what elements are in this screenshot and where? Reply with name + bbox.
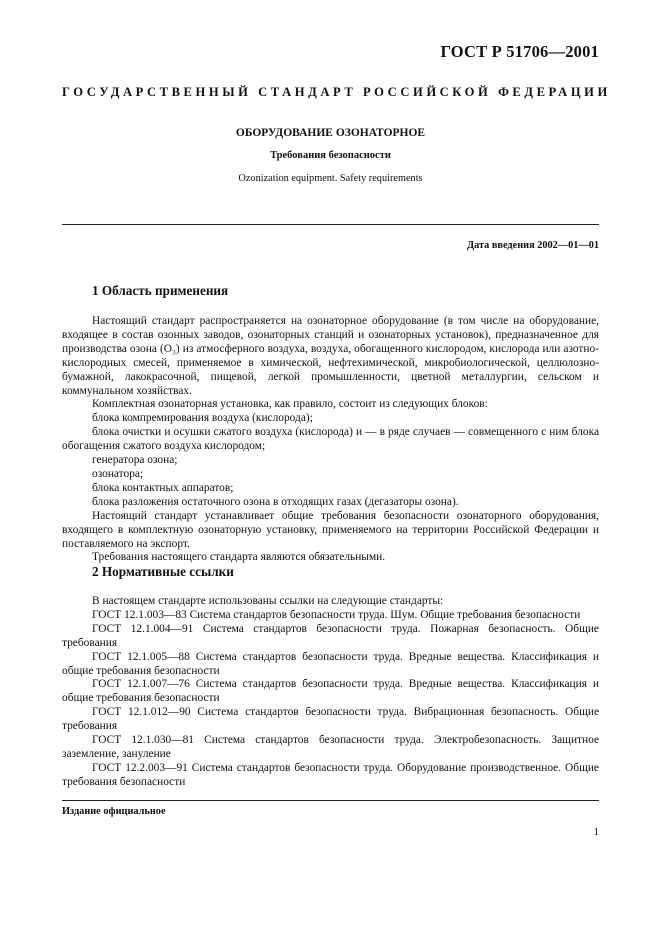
header-divider [62, 224, 599, 225]
section-2-heading: 2 Нормативные ссылки [92, 564, 234, 579]
paragraph: Комплектная озонаторная установка, как правило, состоит из следующих блоков: [92, 398, 488, 411]
introduction-date: Дата введения 2002—01—01 [467, 240, 599, 251]
list-item: блока разложения остаточного озона в отходящих газах (дегазаторы озона). [92, 495, 459, 508]
reference-item: ГОСТ 12.2.003—91 Система стандартов безопасности труда. Оборудование производственное. Общие требования безопасности [62, 761, 599, 788]
list-item: блока контактных аппаратов; [92, 481, 234, 494]
reference-item: ГОСТ 12.1.003—83 Система стандартов безопасности труда. Шум. Общие требования безопасности [92, 608, 581, 621]
page-number: 1 [593, 826, 599, 838]
standard-banner: ГОСУДАРСТВЕННЫЙ СТАНДАРТ РОССИЙСКОЙ ФЕДЕРАЦИИ [62, 85, 611, 99]
reference-item: ГОСТ 12.1.012—90 Система стандартов безопасности труда. Вибрационная безопасность. Общие требования [62, 706, 599, 733]
paragraph: В настоящем стандарте использованы ссылки на следующие стандарты: [92, 595, 444, 607]
document-code: ГОСТ Р 51706—2001 [440, 42, 599, 61]
list-item: генератора озона; [92, 454, 178, 467]
reference-item: ГОСТ 12.1.030—81 Система стандартов безопасности труда. Электробезопасность. Защитное заземление, зануление [62, 734, 599, 760]
list-item: блока компремирования воздуха (кислорода); [92, 412, 313, 425]
edition-label: Издание официальное [62, 806, 166, 817]
paragraph: Настоящий стандарт распространяется на озонаторное оборудование (в том числе на оборудование, входящее в состав озонных заводов, озонаторных станций и озонаторных установок), предназначенное для производства озона (O₃) из атмосферного воздуха, воздуха, обогащенного кислородом, кислорода или азотно-кислородных смесей, применяемое в химической, нефтехимической, микробиологической, целлюлозно-бумажной, лакокрасочной, пищевой, легкой промышленности, цветной металлургии, сельском и коммунальном хозяйствах. [62, 315, 599, 397]
list-item: озонатора; [92, 467, 144, 480]
document-title: ОБОРУДОВАНИЕ ОЗОНАТОРНОЕ [235, 127, 426, 139]
reference-item: ГОСТ 12.1.007—76 Система стандартов безопасности труда. Вредные вещества. Классификация и общие требования безопасности [62, 678, 599, 705]
paragraph: Требования настоящего стандарта являются обязательными. [92, 551, 386, 564]
section-1-body [62, 315, 599, 565]
paragraph: Настоящий стандарт устанавливает общие требования безопасности озонаторного оборудования, входящего в комплектную озонаторную установку, применяемого на территории Российской Федерации и поставляемого на экспорт. [62, 509, 599, 550]
document-subtitle: Требования безопасности [270, 150, 391, 161]
section-2-body [62, 595, 599, 790]
list-item: блока очистки и осушки сжатого воздуха (кислорода) и — в ряде случаев — совмещенного с ним блока обогащения сжатого воздуха кислородом; [62, 426, 599, 453]
footer-divider [62, 800, 599, 801]
section-1-heading: 1 Область применения [92, 283, 229, 298]
reference-item: ГОСТ 12.1.004—91 Система стандартов безопасности труда. Пожарная безопасность. Общие требования [62, 622, 599, 649]
document-title-english: Ozonization equipment. Safety requirements [238, 173, 423, 184]
reference-item: ГОСТ 12.1.005—88 Система стандартов безопасности труда. Вредные вещества. Классификация и общие требования безопасности [62, 650, 599, 677]
